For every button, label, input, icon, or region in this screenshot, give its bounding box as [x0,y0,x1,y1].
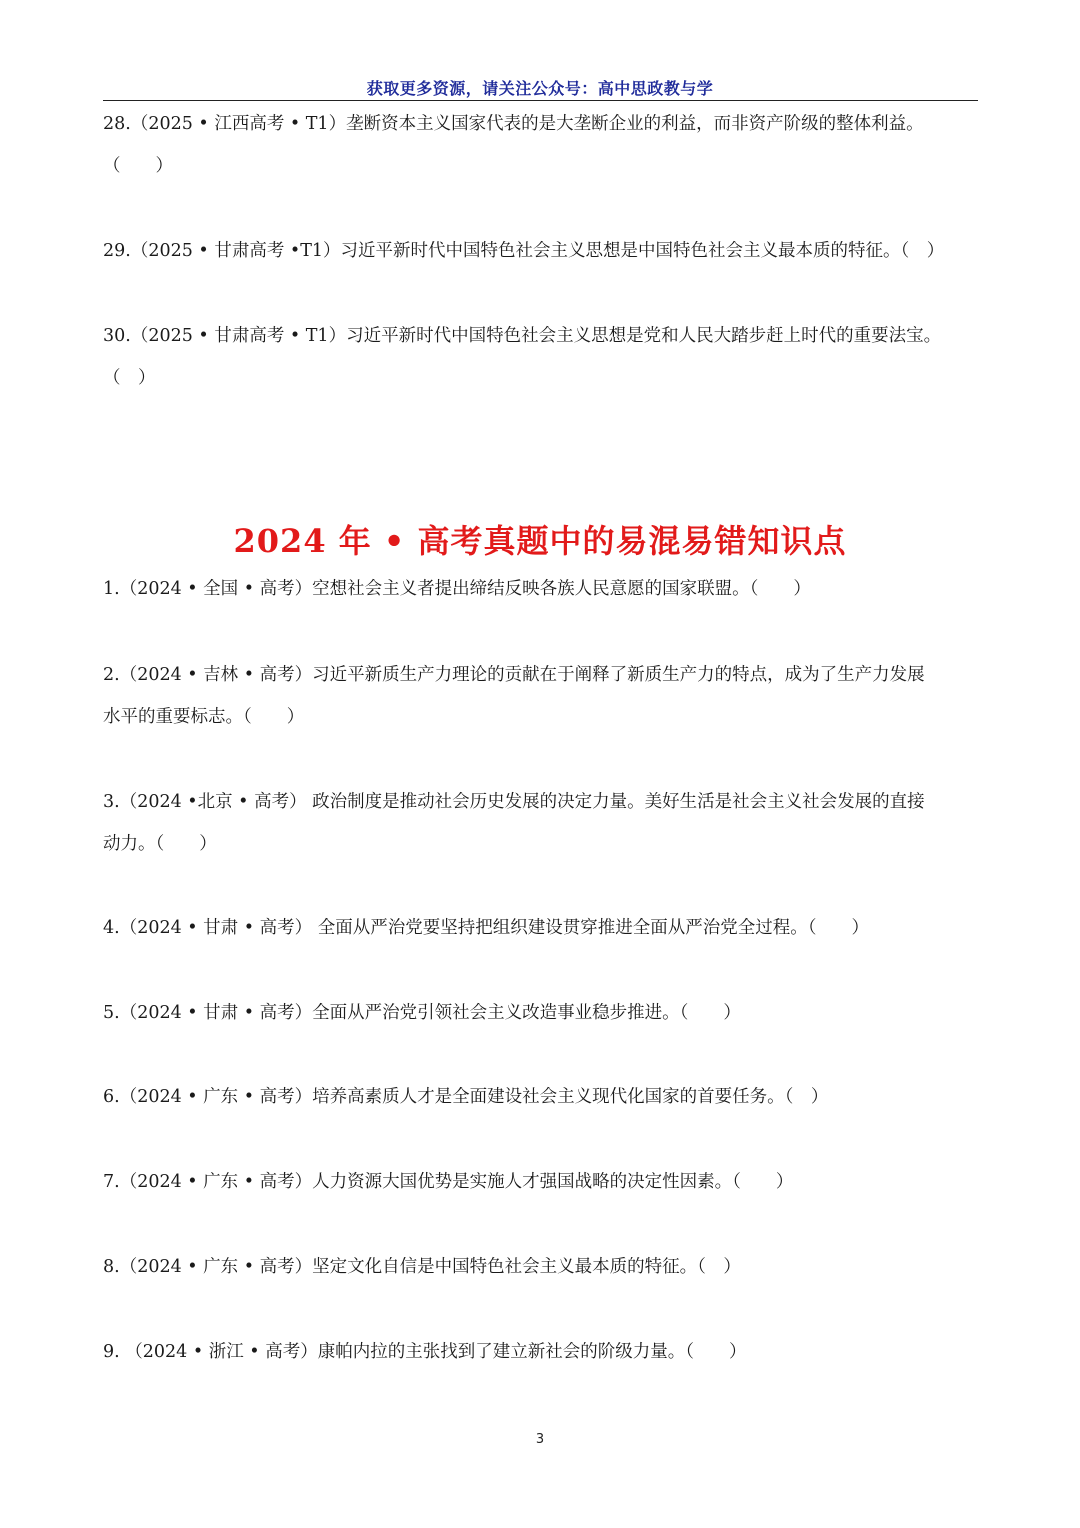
section-title: 2024 年 • 高考真题中的易混易错知识点 [233,522,847,560]
question-text: 7.（2024 • 广东 • 高考）人力资源大国优势是实施人才强国战略的决定性因素。（ ） [103,1172,794,1192]
question-text-continued: 动力。（ ） [103,834,217,854]
question-9 [103,1331,973,1373]
question-text: 1.（2024 • 全国 • 高考）空想社会主义者提出缔结反映各族人民意愿的国家联盟。（ ） [103,579,811,599]
page-number: 3 [535,1432,545,1447]
question-text: 28.（2025 • 江西高考 • T1）垄断资本主义国家代表的是大垄断企业的利益，而非资产阶级的整体利益。 [103,114,924,134]
question-8 [103,1246,973,1288]
question-text-continued: 水平的重要标志。（ ） [103,707,305,727]
answer-blank: （ ） [103,156,173,176]
question-text: 2.（2024 • 吉林 • 高考）习近平新质生产力理论的贡献在于阐释了新质生产力的特点，成为了生产力发展 [103,665,925,685]
question-28 [103,103,973,187]
question-text: 29.（2025 • 甘肃高考 •T1）习近平新时代中国特色社会主义思想是中国特色社会主义最本质的特征。（ ） [103,241,945,261]
header-divider [103,100,978,101]
question-text: 8.（2024 • 广东 • 高考）坚定文化自信是中国特色社会主义最本质的特征。（ ） [103,1257,741,1277]
question-7 [103,1161,973,1203]
question-text: 6.（2024 • 广东 • 高考）培养高素质人才是全面建设社会主义现代化国家的首要任务。（ ） [103,1087,829,1107]
question-30 [103,315,973,399]
question-3 [103,781,973,865]
question-1 [103,568,973,610]
question-text: 4.（2024 • 甘肃 • 高考） 全面从严治党要坚持把组织建设贯穿推进全面从严治党全过程。（ ） [103,918,869,938]
question-2 [103,654,973,738]
header-banner: 获取更多资源，请关注公众号：高中思政教与学 [366,79,714,98]
question-text: 30.（2025 • 甘肃高考 • T1）习近平新时代中国特色社会主义思想是党和人民大踏步赶上时代的重要法宝。 [103,326,942,346]
question-5 [103,992,973,1034]
question-text: 3.（2024 •北京 • 高考） 政治制度是推动社会历史发展的决定力量。美好生活是社会主义社会发展的直接 [103,792,925,812]
question-text: 9. （2024 • 浙江 • 高考）康帕内拉的主张找到了建立新社会的阶级力量。（ ） [103,1342,747,1362]
question-4 [103,907,973,949]
question-29 [103,230,973,272]
question-text: 5.（2024 • 甘肃 • 高考）全面从严治党引领社会主义改造事业稳步推进。（ ） [103,1003,741,1023]
question-6 [103,1076,973,1118]
answer-blank: （ ） [103,368,156,388]
